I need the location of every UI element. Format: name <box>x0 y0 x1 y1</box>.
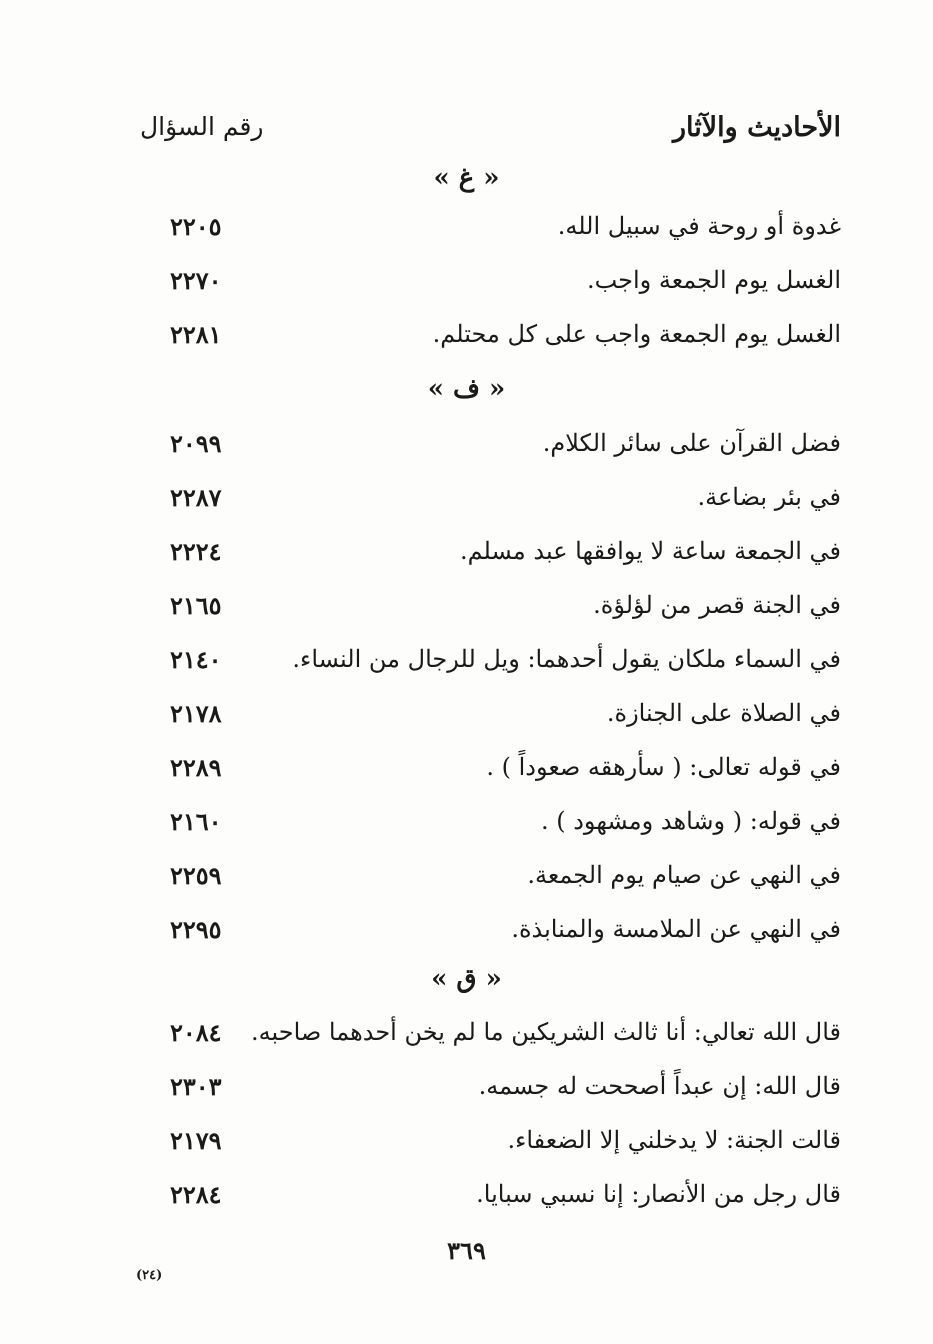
entry-number: ٢٠٩٩ <box>170 429 222 458</box>
entry-text: قال الله تعالي: أنا ثالث الشريكين ما لم يخن أحدهما صاحبه. <box>251 1018 841 1046</box>
column-header-hadiths: الأحاديث والآثار <box>673 112 841 143</box>
list-item <box>0 537 933 577</box>
entry-number: ٢١٦٠ <box>170 807 222 836</box>
entry-text: في الجمعة ساعة لا يوافقها عبد مسلم. <box>459 537 841 565</box>
section-heading-qaf: « ق » <box>431 964 502 994</box>
entry-text: الغسل يوم الجمعة واجب على كل محتلم. <box>432 320 841 348</box>
signature-mark: (٢٤) <box>136 1268 163 1283</box>
entry-text: في النهي عن صيام يوم الجمعة. <box>527 861 841 889</box>
list-item <box>0 1180 933 1220</box>
entry-text: قال رجل من الأنصار: إنا نسبي سبايا. <box>476 1180 841 1208</box>
entry-number: ٢١٧٩ <box>170 1126 222 1155</box>
list-item <box>0 429 933 469</box>
entry-text: في النهي عن الملامسة والمنابذة. <box>511 915 841 943</box>
entry-number: ٢١٦٥ <box>170 591 222 620</box>
column-header-question-number: رقم السؤال <box>140 112 264 141</box>
entry-number: ٢٢٠٥ <box>170 212 222 241</box>
list-item <box>0 266 933 306</box>
entry-number: ٢٢٨٤ <box>170 1180 222 1209</box>
entry-number: ٢١٤٠ <box>170 645 222 674</box>
list-item <box>0 807 933 847</box>
entry-text: في قوله: ( وشاهد ومشهود ) . <box>540 807 841 835</box>
list-item <box>0 1018 933 1058</box>
entry-number: ٢٢٧٠ <box>170 266 222 295</box>
entry-text: في السماء ملكان يقول أحدهما: ويل للرجال من النساء. <box>292 645 841 673</box>
list-item <box>0 699 933 739</box>
entry-text: في قوله تعالى: ( سأرهقه صعوداً ) . <box>486 753 841 781</box>
entry-number: ٢٢٨٩ <box>170 753 222 782</box>
section-heading-ghain: « غ » <box>433 163 500 193</box>
page-number: ٣٦٩ <box>447 1236 486 1265</box>
list-item <box>0 483 933 523</box>
entry-number: ٢٢٨٧ <box>170 483 222 512</box>
list-item <box>0 915 933 955</box>
entry-text: فضل القرآن على سائر الكلام. <box>542 429 841 457</box>
entry-text: في الصلاة على الجنازة. <box>606 699 841 727</box>
list-item <box>0 753 933 793</box>
list-item <box>0 320 933 360</box>
entry-number: ٢٢٩٥ <box>170 915 222 944</box>
list-item <box>0 1126 933 1166</box>
entry-text: الغسل يوم الجمعة واجب. <box>586 266 841 294</box>
list-item <box>0 591 933 631</box>
list-item <box>0 1072 933 1112</box>
entry-text: في الجنة قصر من لؤلؤة. <box>593 591 841 619</box>
section-heading-fa: « ف » <box>427 374 506 404</box>
entry-number: ٢٠٨٤ <box>170 1018 222 1047</box>
entry-number: ٢٢٥٩ <box>170 861 222 890</box>
list-item <box>0 212 933 252</box>
list-item <box>0 645 933 685</box>
entry-number: ٢١٧٨ <box>170 699 222 728</box>
entry-number: ٢٢٨١ <box>170 320 222 349</box>
list-item <box>0 861 933 901</box>
entry-number: ٢٣٠٣ <box>170 1072 222 1101</box>
entry-text: قال الله: إن عبداً أصححت له جسمه. <box>478 1072 841 1100</box>
entry-text: قالت الجنة: لا يدخلني إلا الضعفاء. <box>507 1126 841 1154</box>
entry-number: ٢٢٢٤ <box>170 537 222 566</box>
entry-text: غدوة أو روحة في سبيل الله. <box>557 212 841 240</box>
entry-text: في بئر بضاعة. <box>697 483 841 511</box>
